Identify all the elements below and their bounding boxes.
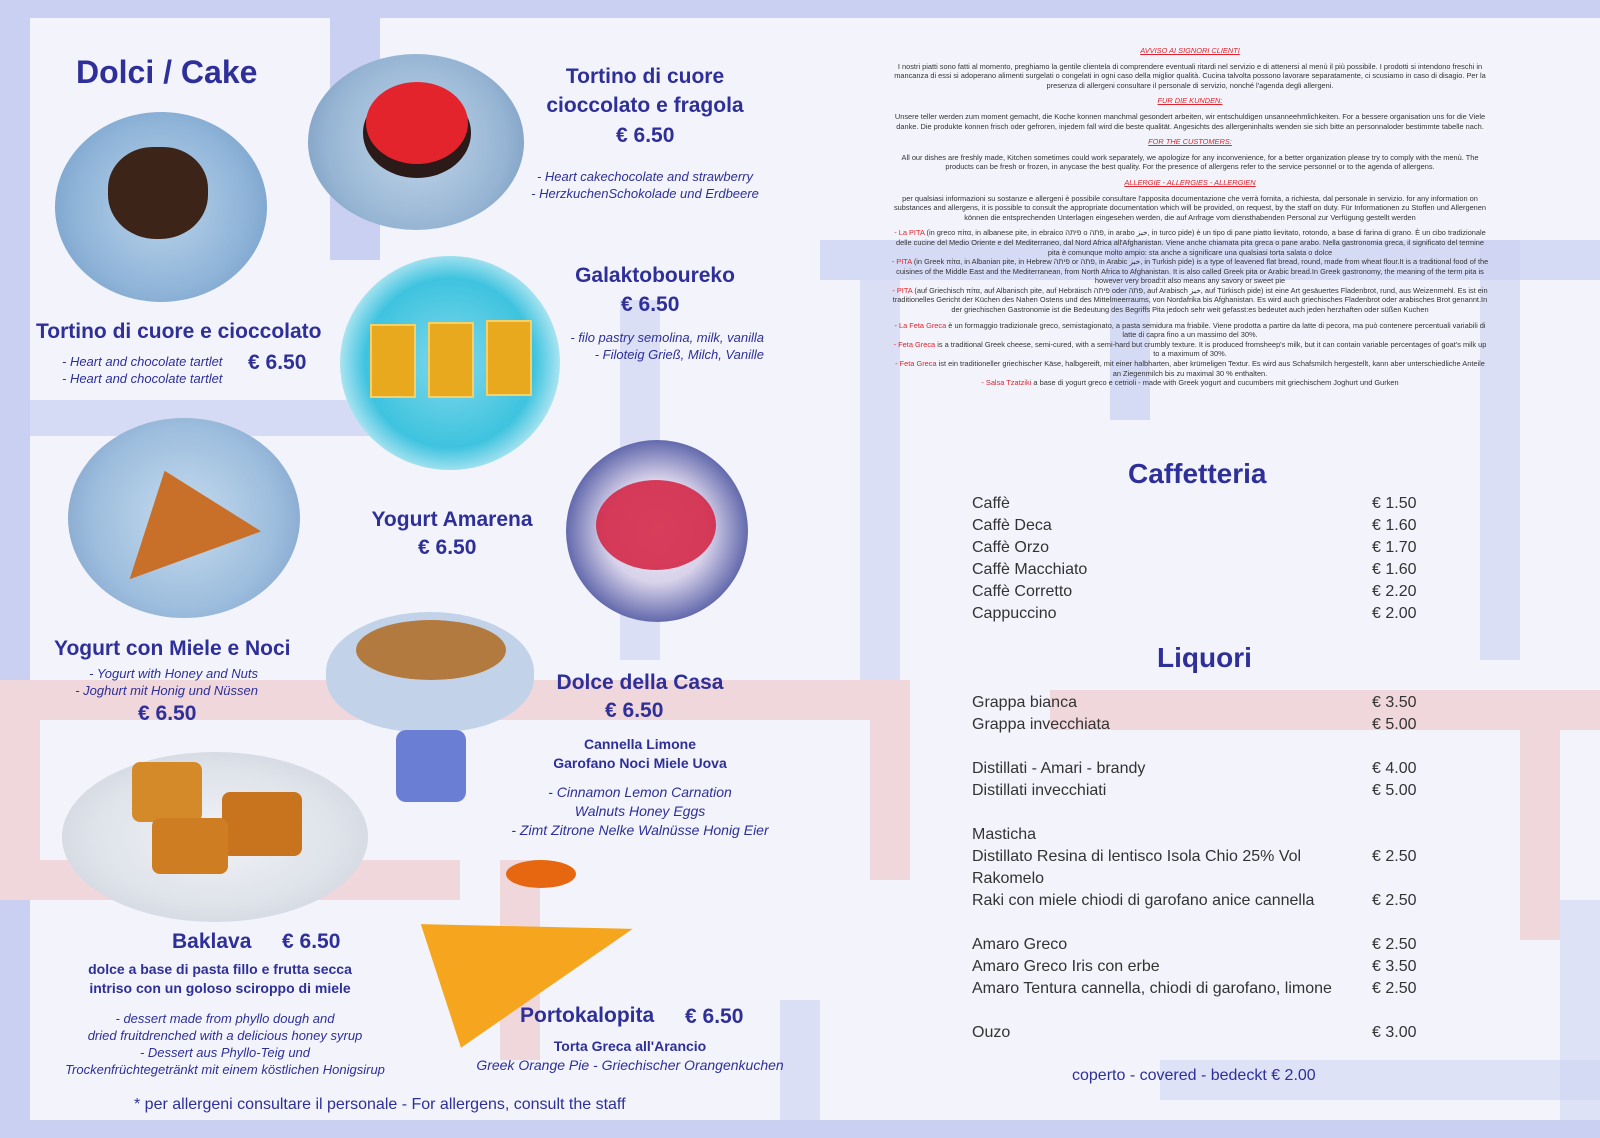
liquori-row xyxy=(972,780,1418,802)
notice-heading-en: FOR THE CUSTOMERS: xyxy=(1148,137,1232,147)
desc-line: - HerzkuchenSchokolade und Erdbeere xyxy=(531,186,759,201)
liquori-row xyxy=(972,824,1418,846)
liquori-row xyxy=(972,934,1418,956)
baklava-plate-image xyxy=(62,752,368,922)
liquori-item-name: Grappa invecchiata xyxy=(972,716,1110,733)
caffetteria-item-name: Caffè Deca xyxy=(972,517,1052,534)
liquori-item-price: € 3.00 xyxy=(1372,1024,1417,1041)
liquori-item-price: € 4.00 xyxy=(1372,760,1417,777)
item-price-galaktoboureko: € 6.50 xyxy=(621,293,680,316)
caffetteria-item-price: € 1.70 xyxy=(1372,539,1417,556)
desc-line: - filo pastry semolina, milk, vanilla xyxy=(570,330,764,345)
yogurt-amarena-image xyxy=(566,440,748,622)
liquori-title: Liquori xyxy=(1157,642,1252,673)
liquori-item-name: Masticha xyxy=(972,826,1037,843)
item-price-baklava: € 6.50 xyxy=(282,930,341,953)
bold-line: intriso con un goloso sciroppo di miele xyxy=(89,980,351,996)
feta-de-label: - Feta Greca xyxy=(895,359,937,369)
pita-en-text: (in Greek πίτα, in Albanian pite, in Hebrew פיתה or פתה, in Arabic خبز, in Turkish pide) is a type of leavened flat bread, round, made from wheat flour.It is a traditional food of the cuisines of the Middle East and the Mediterranean, from North Africa to Afghanistan. It is also called Greek pita or Arabic bread.In Greek gastronomy, the meaning of the term pita is however very broad:it also means any savory or sweet pie xyxy=(896,257,1489,286)
item-desc-dolce-casa xyxy=(500,783,780,840)
item-title-yogurt-miele: Yogurt con Miele e Noci xyxy=(54,637,291,660)
item-desc-baklava xyxy=(40,1010,410,1078)
liquori-item-price: € 2.50 xyxy=(1372,936,1417,953)
liquori-item-name: Distillato Resina di lentisco Isola Chio 25% Vol xyxy=(972,848,1302,865)
item-bold-portokalopita: Torta Greca all'Arancio xyxy=(553,1038,707,1054)
item-desc-portokalopita: Greek Orange Pie - Griechischer Orangenkuchen xyxy=(476,1057,784,1073)
item-title-galaktoboureko: Galaktoboureko xyxy=(575,264,735,287)
item-price-yogurt-amarena: € 6.50 xyxy=(418,536,477,559)
liquori-item-name: Amaro Greco Iris con erbe xyxy=(972,958,1160,975)
item-price-yogurt-miele: € 6.50 xyxy=(138,702,197,725)
pita-it xyxy=(890,228,1490,314)
portokalopita-image xyxy=(436,860,650,1020)
desc-line: - dessert made from phyllo dough and xyxy=(115,1011,335,1026)
bold-line: dolce a base di pasta fillo e frutta secca xyxy=(88,961,352,977)
notice-text-it: I nostri piatti sono fatti al momento, preghiamo la gentile clientela di comprendere eventuali ritardi nel servizio e di attenersi al menù il più possibile. I prodotti si intendono freschi in mancanza di essi si adoperano alimenti surgelati o congelati in ogni caso della miglior qualità. Cucina talvolta possono lavorare separatamente, ci scusiamo in caso di disagio. Per la presenza di allergeni consultare il personale di servizio, nonché l'agenda degli allergeni. xyxy=(894,61,1486,90)
liquori-item-price: € 5.00 xyxy=(1372,716,1417,733)
liquori-item-name: Amaro Tentura cannella, chiodi di garofano, limone xyxy=(972,980,1332,997)
item-title-tortino-fragola: Tortino di cuore cioccolato e fragola xyxy=(546,65,744,117)
item-desc-tortino-cioccolato xyxy=(62,353,222,387)
feta-it-label: - La Feta Greca xyxy=(894,320,947,330)
item-bold-dolce-casa xyxy=(540,735,740,773)
caffetteria-item-name: Caffè Orzo xyxy=(972,539,1050,556)
caffetteria-item-name: Cappuccino xyxy=(972,605,1057,622)
caffetteria-row xyxy=(972,537,1418,559)
liquori-item-name: Ouzo xyxy=(972,1024,1011,1041)
caffetteria-row xyxy=(972,581,1418,603)
liquori-item-price: € 2.50 xyxy=(1372,892,1417,909)
caffetteria-row xyxy=(972,493,1418,515)
salsa-text: a base di yogurt greco e cetrioli - made with Greek yogurt and cucumbers mit griechischem Joghurt und Gurken xyxy=(1033,378,1399,388)
desc-line: - Heart and chocolate tartlet xyxy=(62,371,223,386)
liquori-row xyxy=(972,714,1418,736)
coperto-text: coperto - covered - bedeckt € 2.00 xyxy=(1072,1067,1316,1084)
bold-line: Cannella Limone xyxy=(583,736,697,752)
liquori-row xyxy=(972,758,1418,780)
item-title-tortino-cioccolato: Tortino di cuore e cioccolato xyxy=(36,320,322,343)
caffetteria-item-price: € 2.00 xyxy=(1372,605,1417,622)
yogurt-walnuts-image xyxy=(326,612,534,812)
feta-en-label: - Feta Greca xyxy=(893,339,936,349)
liquori-row xyxy=(972,890,1418,912)
desc-line: Trockenfrüchtegetränkt mit einem köstlichen Honigsirup xyxy=(65,1062,385,1077)
liquori-item-name: Distillati invecchiati xyxy=(972,782,1107,799)
item-desc-galaktoboureko xyxy=(566,329,764,363)
caffetteria-title: Caffetteria xyxy=(1128,458,1267,489)
liquori-item-name: Raki con miele chiodi di garofano anice cannella xyxy=(972,892,1315,909)
heart-chocolate-cake-image xyxy=(55,112,267,302)
feta-it-text: è un formaggio tradizionale greco, semistagionato, a pasta semidura ma friabile. Viene prodotta a partire da latte di pecora, ma può contenere percentuali variabili di latte di capra fino a un massimo del 30%. xyxy=(948,320,1486,340)
liquori-item-name: Rakomelo xyxy=(972,870,1045,887)
item-title-dolce-casa: Dolce della Casa xyxy=(556,671,724,694)
item-desc-tortino-fragola xyxy=(520,168,770,202)
pita-it-label: - La PITA xyxy=(894,228,925,238)
liquori-item-price: € 2.50 xyxy=(1372,980,1417,997)
caffetteria-item-name: Caffè xyxy=(972,495,1010,512)
customer-notice xyxy=(890,46,1490,394)
item-price-portokalopita: € 6.50 xyxy=(685,1005,744,1028)
liquori-item-name: Amaro Greco xyxy=(972,936,1068,953)
item-price-tortino-fragola: € 6.50 xyxy=(616,124,675,147)
desc-line: Walnuts Honey Eggs xyxy=(574,803,706,819)
pita-en-label: - PITA xyxy=(891,257,912,267)
pita-de-label: - PITA xyxy=(892,285,913,295)
dolci-heading: Dolci / Cake xyxy=(76,54,258,90)
item-title-baklava: Baklava xyxy=(172,930,252,953)
pita-de-text: (auf Griechisch πίτα, auf Albanisch pite, auf Hebräisch פיתה oder פתה, auf Arabisch خبز, auf Türkisch pide) ist eine Art gesäuertes Fladenbrot, rund, aus Weizenmehl. Es ist ein traditionelles Gericht der Küchen des Nahen Ostens und des Mittelmeerraums, von Nordafrika bis Afghanistan. Es wird auch griechisches Fladenbrot oder arabisches Brot genannt.In der griechischen Gastronomie ist die Bedeutung des Begriffs Pita jedoch sehr weit gefasst:es bedeutet auch jeden herzhaften oder süßen Kuchen xyxy=(892,285,1488,315)
desc-line: dried fruitdrenched with a delicious honey syrup xyxy=(87,1028,363,1043)
liquori-item-price: € 2.50 xyxy=(1372,848,1417,865)
caffetteria-item-price: € 2.20 xyxy=(1372,583,1417,600)
caffetteria-item-price: € 1.60 xyxy=(1372,561,1417,578)
liquori-row xyxy=(972,956,1418,978)
liquori-row xyxy=(972,846,1418,868)
notice-heading-it: AVVISO AI SIGNORI CLIENTI xyxy=(1140,46,1240,55)
pita-it-text: (in greco πίτα, in albanese pite, in ebraico פיתה o פתה, in arabo خبز, in turco pide) è un tipo di pane piatto lievitato, rotondo, a base di farina di grano. È un cibo tradizionale delle cucine del Medio Oriente e del Mediterraneo, dal Nord Africa all'Afghanistan. Viene anche chiamata pita greca o pane arabo. Nella gastronomia greca, il significato del termine pita è comunque molto ampio: sta anche a significare una qualsiasi torta salata o dolce xyxy=(896,228,1486,257)
desc-line: - Joghurt mit Honig und Nüssen xyxy=(75,683,258,698)
item-desc-yogurt-miele xyxy=(62,665,258,699)
desc-line: - Heart cakechocolate and strawberry xyxy=(536,169,754,184)
item-price-tortino-cioccolato: € 6.50 xyxy=(248,351,307,374)
desc-line: - Yogurt with Honey and Nuts xyxy=(89,666,258,681)
liquori-item-name: Grappa bianca xyxy=(972,694,1077,711)
desc-line: - Cinnamon Lemon Carnation xyxy=(548,784,732,800)
liquori-row xyxy=(972,692,1418,714)
baklava-slice-image xyxy=(68,418,300,618)
liquori-item-price: € 5.00 xyxy=(1372,782,1417,799)
chocolate-strawberry-cake-image xyxy=(308,54,524,230)
notice-heading-de: FUR DIE KUNDEN: xyxy=(1157,96,1223,106)
item-bold-baklava xyxy=(50,960,390,998)
feta-en-text: is a traditional Greek cheese, semi-cured, with a semi-hard but crumbly texture. It is produced fromsheep's milk, but it can contain variable percentages of goat's milk up to a maximum of 30%. xyxy=(937,339,1487,359)
allergies-heading: ALLERGIE - ALLERGIES - ALLERGIEN xyxy=(1124,177,1256,187)
salsa-label: - Salsa Tzatziki xyxy=(981,378,1032,388)
allergen-footnote: * per allergeni consultare il personale - For allergens, consult the staff xyxy=(134,1096,626,1113)
feta-info xyxy=(890,321,1490,388)
desc-line: - Filoteig Grieß, Milch, Vanille xyxy=(594,347,764,362)
liquori-item-name: Distillati - Amari - brandy xyxy=(972,760,1146,777)
item-title-portokalopita: Portokalopita xyxy=(520,1004,655,1027)
desc-line: - Heart and chocolate tartlet xyxy=(62,354,223,369)
caffetteria-item-name: Caffè Corretto xyxy=(972,583,1073,600)
liquori-row xyxy=(972,978,1418,1000)
liquori-row xyxy=(972,868,1418,890)
bold-line: Garofano Noci Miele Uova xyxy=(553,755,727,771)
caffetteria-item-name: Caffè Macchiato xyxy=(972,561,1088,578)
caffetteria-row xyxy=(972,603,1418,625)
galaktoboureko-image xyxy=(340,256,560,470)
caffetteria-item-price: € 1.60 xyxy=(1372,517,1417,534)
liquori-item-price: € 3.50 xyxy=(1372,958,1417,975)
item-price-dolce-casa: € 6.50 xyxy=(605,699,664,722)
caffetteria-item-price: € 1.50 xyxy=(1372,495,1417,512)
liquori-row xyxy=(972,1022,1418,1044)
desc-line: - Zimt Zitrone Nelke Walnüsse Honig Eier xyxy=(511,822,769,838)
notice-text-de: Unsere teller werden zum moment gemacht, die Koche konnen manchmal gesondert arbeiten, wir entschuldigen unsanneehmlichkeiten. For a bessere organisation uns for die Viele danke. Die produkte konnen frisch oder gefroren, injedem fall wird die beste qualität. Angesichts des allergeninhalts wenden sie sich bitte an personnaloder bestimmte tabelle nach. xyxy=(894,111,1486,131)
allergies-text: per qualsiasi informazioni su sostanze e allergeni è possibile consultare l'apposita documentazione che verrà fornita, a richiesta, dal personale in servizio. for any information on substances and allergens, it is possible to consult the appropriate documentation which will be provided, on request, by the staff on duty. Für Informationen zu Stoffen und Allergenen können die entsprechenden Unterlagen eingesehen werden, die auf Anfrage vom diensthabenden Personal zur Verfügung gestellt werden xyxy=(893,193,1487,222)
item-title-yogurt-amarena: Yogurt Amarena xyxy=(371,508,533,531)
caffetteria-row xyxy=(972,559,1418,581)
liquori-item-price: € 3.50 xyxy=(1372,694,1417,711)
desc-line: - Dessert aus Phyllo-Teig und xyxy=(139,1045,311,1060)
notice-text-en: All our dishes are freshly made, Kitchen sometimes could work separately, we apologize for any inconvenience, for a better organization please try to comply with the menù. The products can be fresh or frozen, in anycase the best quality. For the presence of allergens refer to the service personnel or to the agenda of allergens. xyxy=(901,152,1479,172)
caffetteria-row xyxy=(972,515,1418,537)
feta-de-text: ist ein traditioneller griechischer Käse, halbgereift, mit einer halbharten, aber krümeligen Textur. Es wird aus Schafsmilch hergestellt, kann aber unterschiedliche Anteile an Ziegenmilch bis zu maximal 30 % enthalten. xyxy=(938,359,1485,378)
